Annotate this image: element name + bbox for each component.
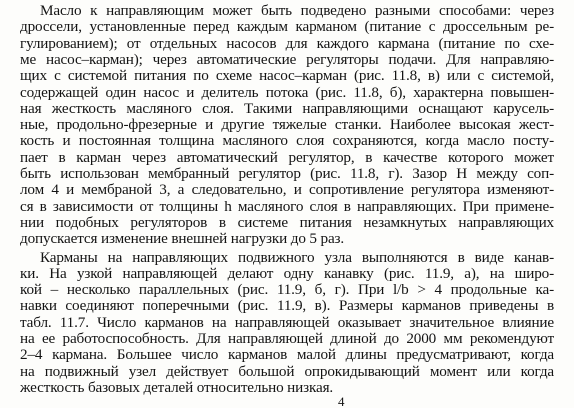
text-line: допускается изменение внешней нагрузки до 5 раз. [20,230,345,248]
text-line: быть использован мембранный регулятор (рис. 11.8, г). Зазор H между соп- [20,165,554,182]
text-line: ме насос–карман); через автоматические регуляторы подачи. Для направляю- [20,50,554,68]
text-line: ся в зависимости от толщины h масляного слоя в направляющих. При примене- [20,197,554,215]
text-line: ные, продольно-фрезерные и другие тяжелые станки. Наиболее высокая жест- [20,116,554,134]
text-line: на ее работоспособность. Для направляющей длиной до 2000 мм рекомендуют [20,330,554,347]
text-line: кой – несколько параллельных (рис. 11.9, б, г). При l/b > 4 продольные ка- [20,281,554,299]
text-line: лом 4 и мембраной 3, а следовательно, и сопротивление регулятора изменяют- [20,181,554,199]
text-line: Карманы на направляющих подвижного узла выполняются в виде канав- [40,248,554,266]
page-number: 4 [338,394,345,409]
text-line: ная жесткость масляного слоя. Такими направляющими оснащают карусель- [20,99,554,117]
text-line: гулированием); от отдельных насосов для каждого кармана (питание по схе- [20,34,554,52]
text-line: дроссели, установленные перед каждым карманом (питание с дроссельным ре- [20,18,554,36]
text-line: навки соединяют поперечными (рис. 11.9, в). Размеры карманов приведены в [20,297,554,315]
text-line: нии подобных регуляторов в системе питания незамкнутых направляющих [20,213,554,231]
text-line: на подвижный узел действует большой опрокидывающий момент или когда [20,362,554,380]
text-line: жесткость базовых деталей относительно низкая. [20,378,334,396]
text-line: пает в карман через автоматический регулятор, в качестве которого может [20,148,554,166]
text-line: 2–4 кармана. Большее число карманов малой длины предусматривают, когда [20,346,554,364]
text-line: содержащей один насос и делитель потока (рис. 11.8, б), характерна повышен- [20,83,554,101]
text-line: табл. 11.7. Число карманов на направляющей оказывает значительное влияние [20,313,554,331]
text-line: Масло к направляющим может быть подведено разными способами: через [40,2,554,19]
text-line: ки. На узкой направляющей делают одну канавку (рис. 11.9, а), на широ- [20,264,554,282]
text-line: кость и постоянная толщина масляного слоя сохраняются, когда масло посту- [20,132,554,150]
text-line: щих с системой питания по схеме насос–карман (рис. 11.8, в) или с системой, [20,67,554,85]
